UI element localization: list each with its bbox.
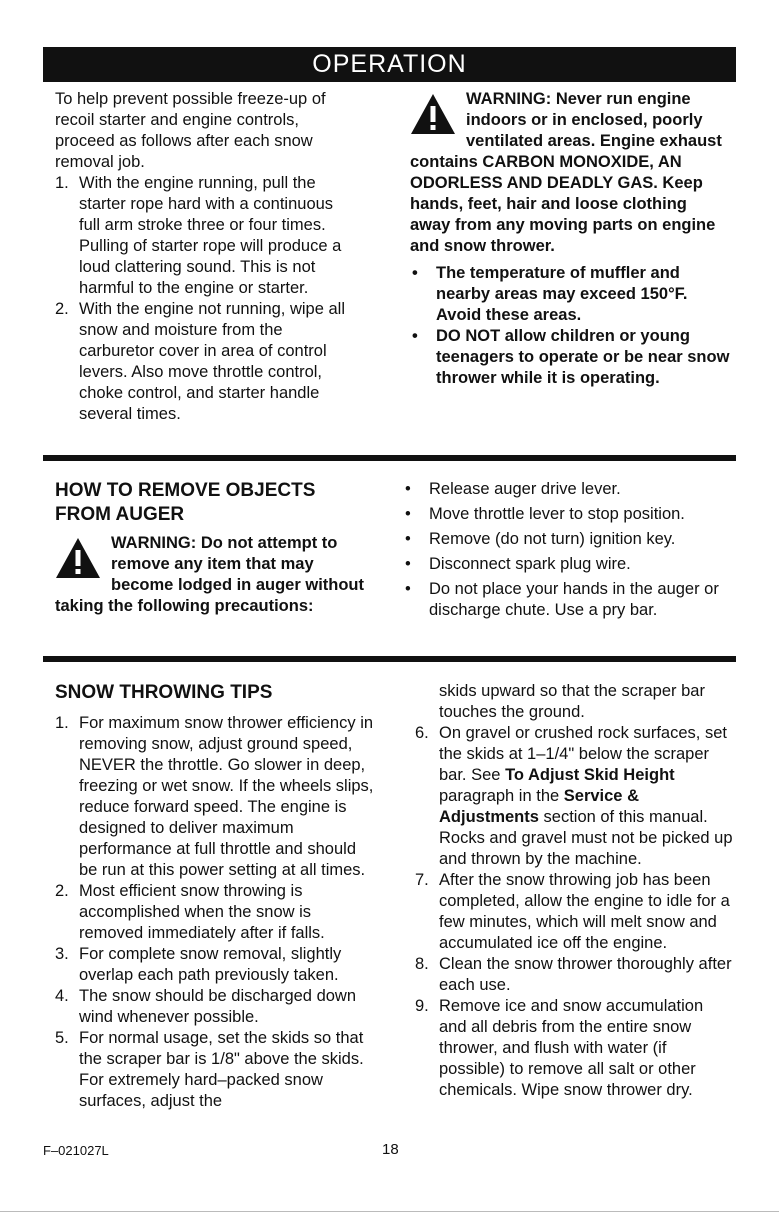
list-item: 1. For maximum snow thrower efficiency in removing snow, adjust ground speed, NEVER the throttle. Go slower in deep, freezing or wet snow. If the wheels slips, reduce forward speed. The engine is designed to deliver maximum performance at full throttle and should be run at this power setting at all times.	[55, 714, 374, 879]
snow-throwing-tips-left	[55, 681, 375, 1112]
warning-text: WARNING: Never run engine indoors or in enclosed, poorly ventilated areas. Engine exhaust contains CARBON MONOXIDE, AN ODORLESS AND DEADLY GAS. Keep hands, feet, hair and loose clothing away from any moving parts on engine and snow thrower.	[410, 90, 722, 255]
remove-objects-section	[55, 479, 365, 617]
list-item: • Move throttle lever to stop position.	[405, 505, 685, 523]
freeze-up-steps	[55, 173, 358, 425]
section-heading: HOW TO REMOVE OBJECTS FROM AUGER	[55, 480, 316, 525]
section-header: OPERATION	[43, 47, 736, 82]
cross-reference: To Adjust Skid Height	[505, 766, 675, 784]
list-item: • DO NOT allow children or young teenagers to operate or be near snow thrower while it is operating.	[412, 327, 730, 387]
page-edge	[0, 1211, 779, 1212]
section-heading: SNOW THROWING TIPS	[55, 682, 273, 703]
warning-triangle-icon	[55, 537, 101, 579]
list-item: • Release auger drive lever.	[405, 480, 621, 498]
list-item: 9. Remove ice and snow accumulation and all debris from the entire snow thrower, and flush with water (if possible) to remove all salt or other chemicals. Wipe snow thrower dry.	[415, 997, 704, 1099]
list-item: 6. On gravel or crushed rock surfaces, set the skids at 1–1/4" below the scraper bar. See To Adjust Skid Height paragraph in the Service & Adjustments section of this manual. Rocks and gravel must not be picked up and thrown by the machine.	[415, 724, 733, 868]
freeze-up-intro: To help prevent possible freeze-up of recoil starter and engine controls, proceed as follows after each snow removal job.	[55, 90, 326, 171]
cross-reference: Service & Adjustments	[439, 787, 639, 826]
list-item: 3. For complete snow removal, slightly overlap each path previously taken.	[55, 945, 342, 984]
remove-precautions	[403, 479, 733, 621]
list-item: • The temperature of muffler and nearby areas may exceed 150°F. Avoid these areas.	[412, 264, 688, 324]
warning-triangle-icon	[410, 93, 456, 135]
list-item: • Disconnect spark plug wire.	[405, 555, 631, 573]
list-item: 5. For normal usage, set the skids so that the scraper bar is 1/8" above the skids. For extremely hard–packed snow surfaces, adjust the	[55, 1029, 364, 1110]
list-item: • Do not place your hands in the auger or discharge chute. Use a pry bar.	[405, 580, 719, 619]
list-item: 1. With the engine running, pull the starter rope hard with a continuous full arm stroke three or four times. Pulling of starter rope will produce a loud clattering sound. This is not harmful to the engine or starter.	[55, 174, 342, 297]
warning-bullets	[410, 263, 730, 389]
tips-list-continued	[415, 681, 733, 1101]
section-divider	[43, 455, 736, 461]
page-number: 18	[382, 1141, 399, 1158]
document-code: F–021027L	[43, 1143, 109, 1158]
list-item: 2. With the engine not running, wipe all snow and moisture from the carburetor cover in area of control levers. Also move throttle control, choke control, and starter handle several times.	[55, 300, 345, 423]
list-item: 7. After the snow throwing job has been completed, allow the engine to idle for a few minutes, which will melt snow and accumulated ice off the engine.	[415, 871, 730, 952]
carbon-monoxide-warning	[410, 89, 730, 389]
tips-list	[55, 713, 375, 1112]
list-item: skids upward so that the scraper bar touches the ground.	[439, 682, 705, 721]
list-item: 4. The snow should be discharged down wind whenever possible.	[55, 987, 357, 1026]
freeze-up-section	[55, 89, 358, 425]
section-divider	[43, 656, 736, 662]
warning-text: WARNING: Do not attempt to remove any item that may become lodged in auger without taking the following precautions:	[55, 534, 365, 615]
list-item: 2. Most efficient snow throwing is accomplished when the snow is removed immediately after if falls.	[55, 882, 325, 942]
precaution-list	[403, 479, 733, 621]
remove-warning	[55, 533, 365, 617]
list-item: 8. Clean the snow thrower thoroughly after each use.	[415, 955, 732, 994]
snow-throwing-tips-right	[415, 681, 733, 1101]
list-item: • Remove (do not turn) ignition key.	[405, 530, 676, 548]
